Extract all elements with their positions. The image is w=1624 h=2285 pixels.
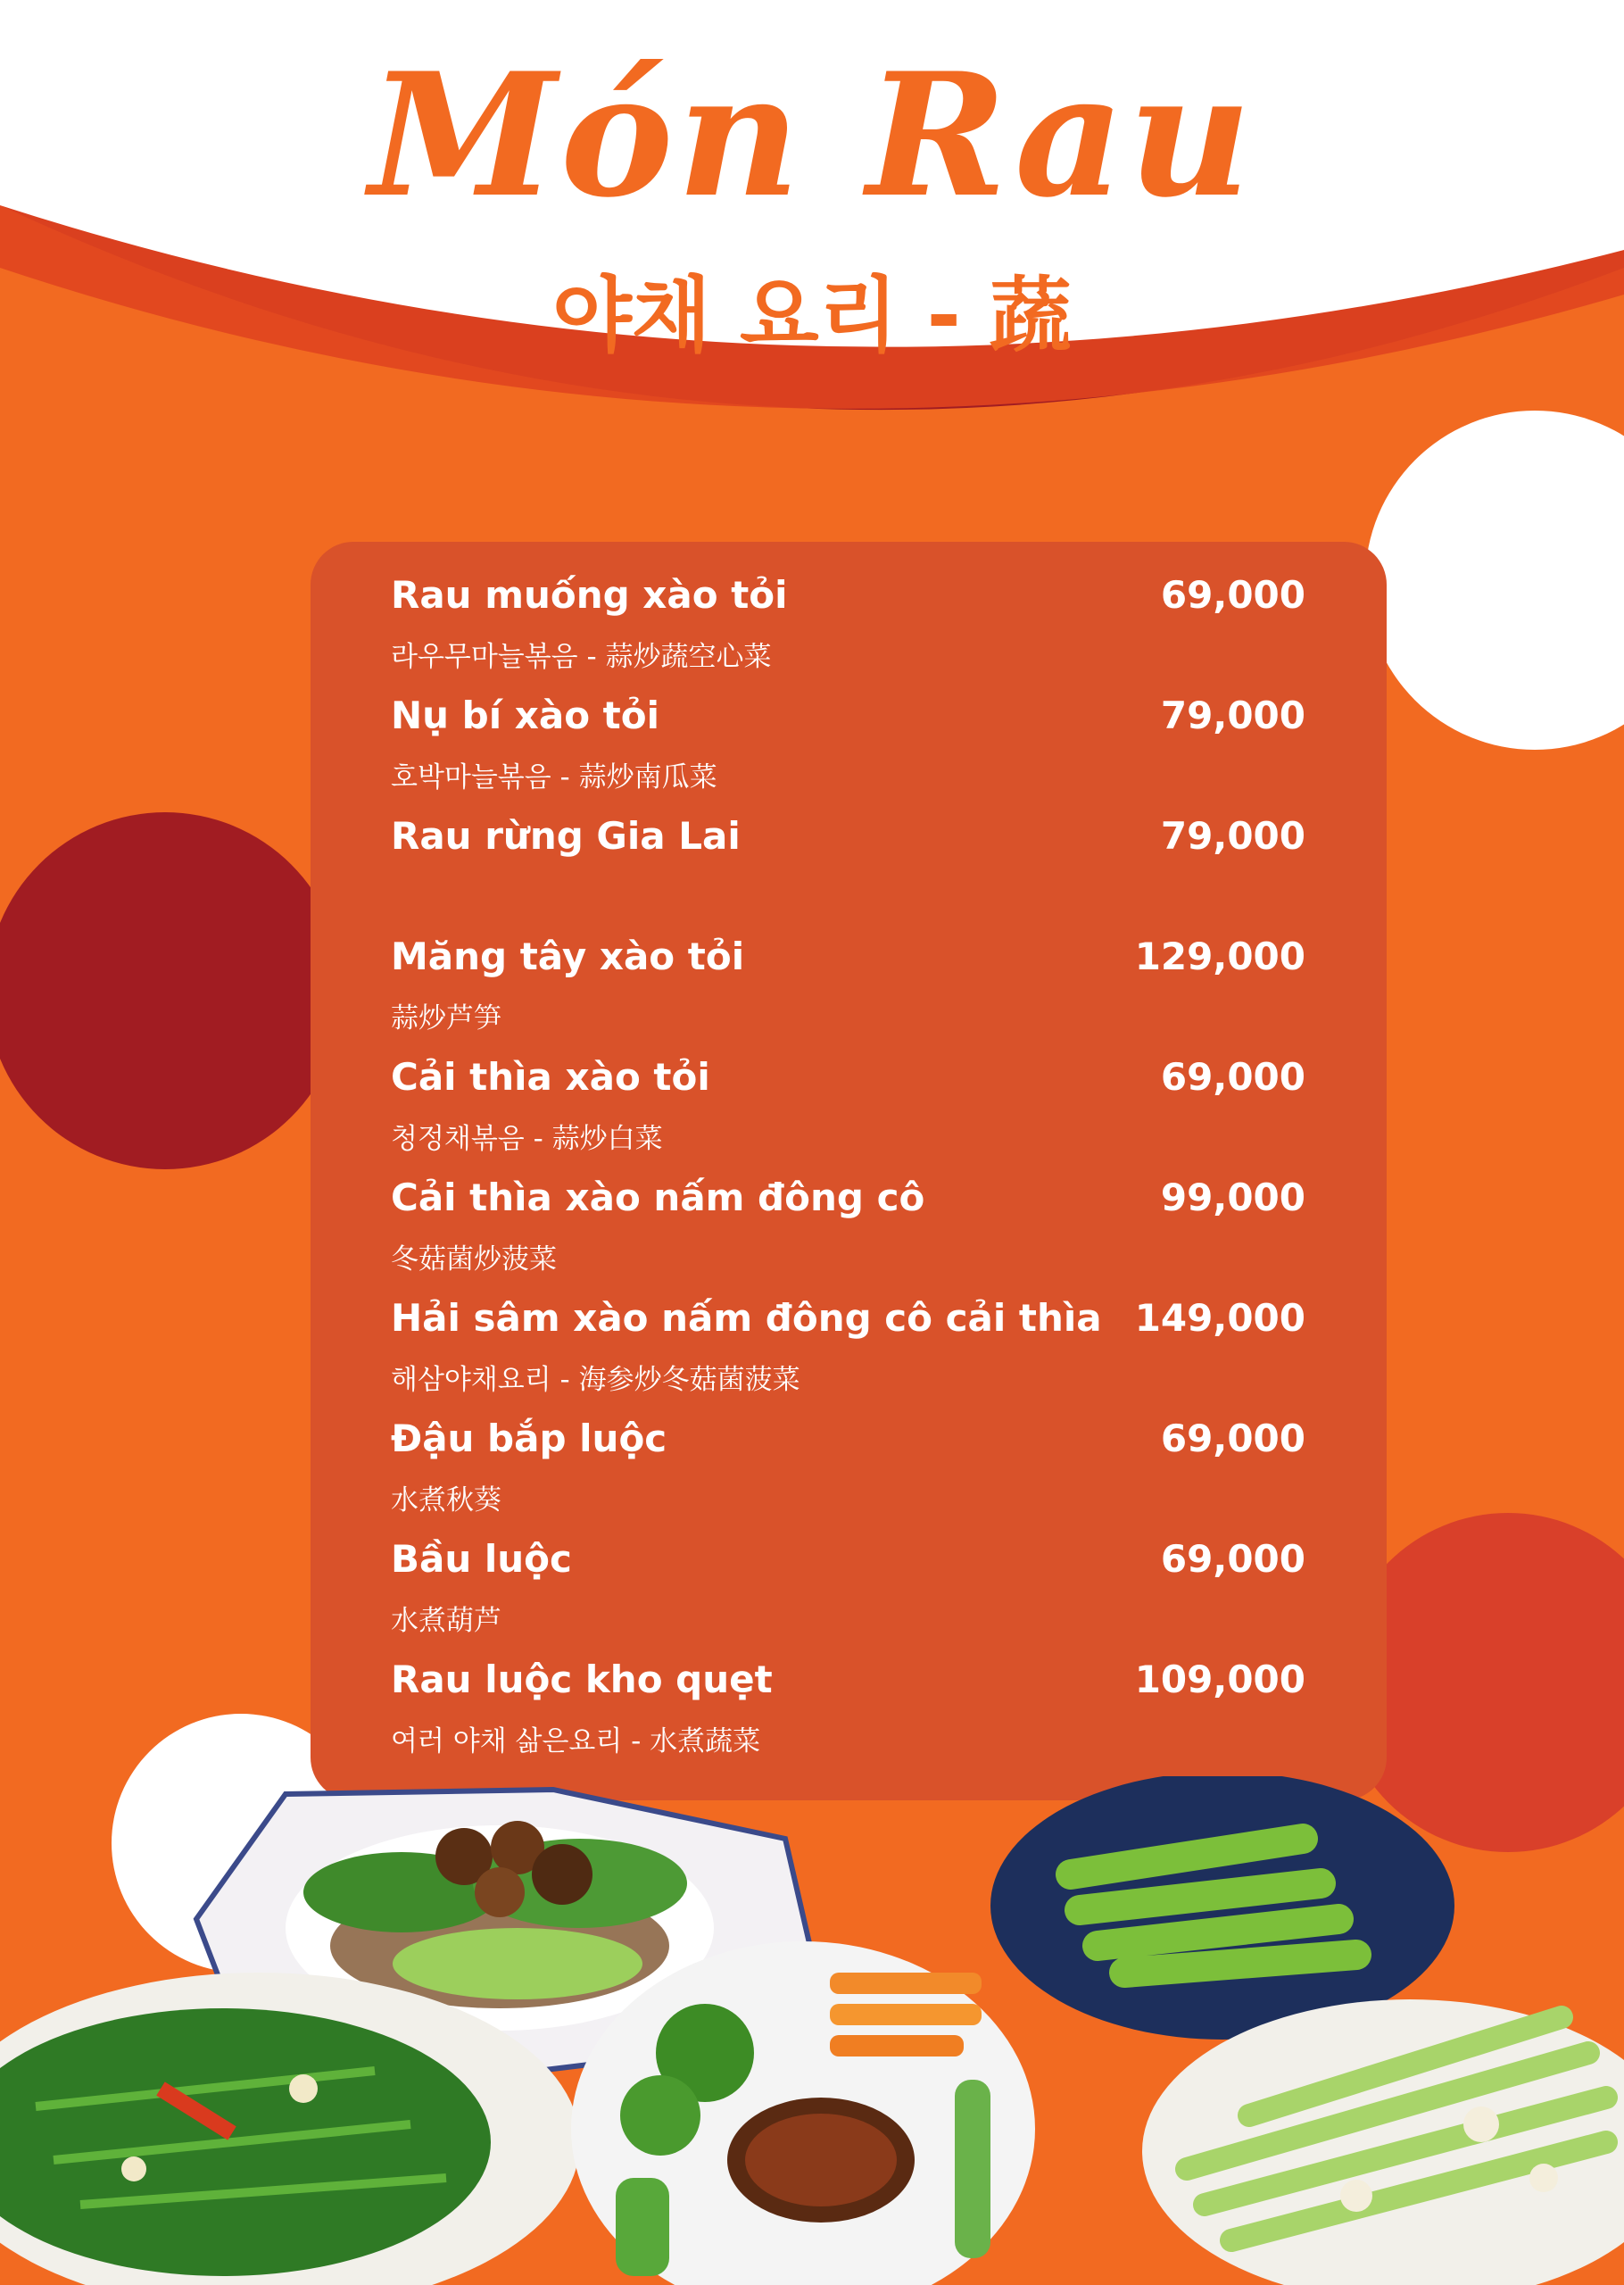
menu-item-name: Cải thìa xào tỏi (391, 1055, 710, 1099)
menu-list (391, 573, 1305, 1778)
menu-item-price: 69,000 (1160, 1417, 1305, 1460)
menu-item-translation: 여러 야채 삶은요리 - 水煮蔬菜 (391, 1725, 761, 1757)
menu-item-translation: 水煮葫芦 (391, 1605, 501, 1637)
page-subtitle: 야채 요리 - 蔬 (552, 268, 1072, 363)
menu-item-price: 149,000 (1134, 1296, 1305, 1340)
food-photos (0, 1776, 1624, 2285)
menu-item-name: Rau luộc kho quẹt (391, 1658, 773, 1701)
menu-item (391, 1537, 1305, 1658)
menu-item (391, 1055, 1305, 1176)
menu-item-translation: 水煮秋葵 (391, 1484, 501, 1516)
menu-item-price: 69,000 (1160, 573, 1305, 617)
asparagus-dish-photo (1142, 1999, 1624, 2285)
menu-item-translation: 冬菇菌炒菠菜 (391, 1243, 557, 1275)
menu-item-price: 79,000 (1160, 694, 1305, 737)
menu-item-name: Cải thìa xào nấm đông cô (391, 1176, 925, 1219)
menu-item (391, 1296, 1305, 1417)
menu-item (391, 1658, 1305, 1778)
menu-item-name: Nụ bí xào tỏi (391, 694, 659, 737)
menu-item-price: 129,000 (1134, 935, 1305, 978)
menu-item-translation: 해삼야채요리 - 海参炒冬菇菌菠菜 (391, 1364, 800, 1396)
menu-item-price: 69,000 (1160, 1537, 1305, 1581)
menu-item (391, 1417, 1305, 1537)
menu-item (391, 1176, 1305, 1296)
menu-item-price: 69,000 (1160, 1055, 1305, 1099)
menu-item (391, 694, 1305, 814)
menu-item-translation: 호박마늘볶음 - 蒜炒南瓜菜 (391, 761, 717, 794)
menu-item-translation: 蒜炒芦笋 (391, 1002, 501, 1034)
menu-item-name: Hải sâm xào nấm đông cô cải thìa (391, 1296, 1102, 1340)
menu-item-translation: 청정채볶음 - 蒜炒白菜 (391, 1123, 663, 1155)
menu-item-name: Bầu luộc (391, 1537, 572, 1581)
menu-item-price: 109,000 (1134, 1658, 1305, 1701)
menu-item-name: Đậu bắp luộc (391, 1417, 667, 1460)
menu-item-translation: 라우무마늘볶음 - 蒜炒蔬空心菜 (391, 641, 772, 673)
menu-item (391, 814, 1305, 935)
decor-circle-red-left (0, 812, 344, 1169)
menu-item-price: 79,000 (1160, 814, 1305, 858)
menu-item-name: Rau rừng Gia Lai (391, 814, 741, 858)
menu-item (391, 573, 1305, 694)
page-title: Món Rau (369, 36, 1255, 235)
menu-item-name: Măng tây xào tỏi (391, 935, 745, 978)
menu-item-name: Rau muống xào tỏi (391, 573, 788, 617)
menu-item-price: 99,000 (1160, 1176, 1305, 1219)
menu-item (391, 935, 1305, 1055)
